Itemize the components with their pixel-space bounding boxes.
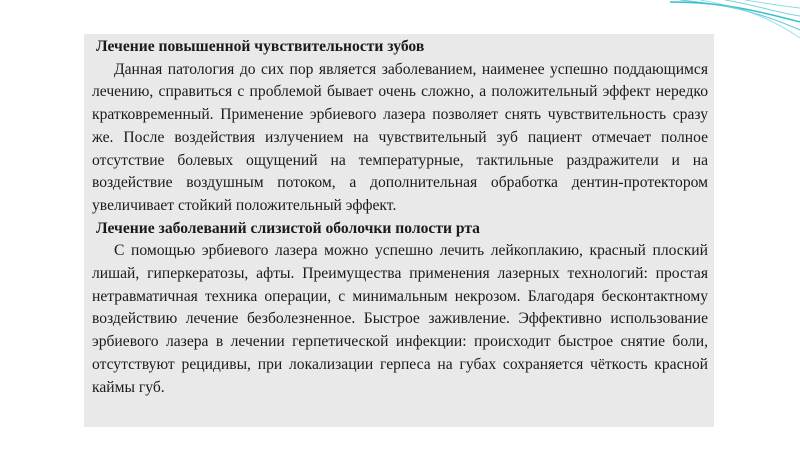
section-heading: Лечение повышенной чувствительности зубов — [96, 38, 425, 55]
section-paragraph: Данная патология до сих пор является заболеванием, наименее успешно поддающимся лечению, справиться с проблемой бывает очень сложно, а положительный эффект нередко кратковременный. Применение эрбиевого лазера позволяет снять чувствительность сразу же. После воздействия излучением на чувствительный зуб пациент отмечает полное отсутствие болевых ощущений на температурные, тактильные раздражители и на воздействие воздушным потоком, а дополнительная обработка дентин-протектором увеличивает стойкий положительный эффект. — [92, 60, 708, 214]
section-paragraph: С помощью эрбиевого лазера можно успешно лечить лейкоплакию, красный плоский лишай, гиперкератозы, афты. Преимущества применения лазерных технологий: простая нетравматичная техника операции, с минимальным некрозом. Благодаря бесконтактному воздействию лечение безболезненное. Быстрое заживление. Эффективно использование эрбиевого лазера в лечении герпетической инфекции: происходит быстрое снятие боли, отсутствуют рецидивы, при локализации герпеса на губах сохраняется чёткость красной каймы губ. — [92, 242, 708, 396]
section-heading: Лечение заболеваний слизистой оболочки полости рта — [96, 219, 480, 237]
section-sensitivity — [92, 36, 708, 218]
section-mucosa — [92, 218, 708, 400]
text-panel — [84, 34, 714, 427]
